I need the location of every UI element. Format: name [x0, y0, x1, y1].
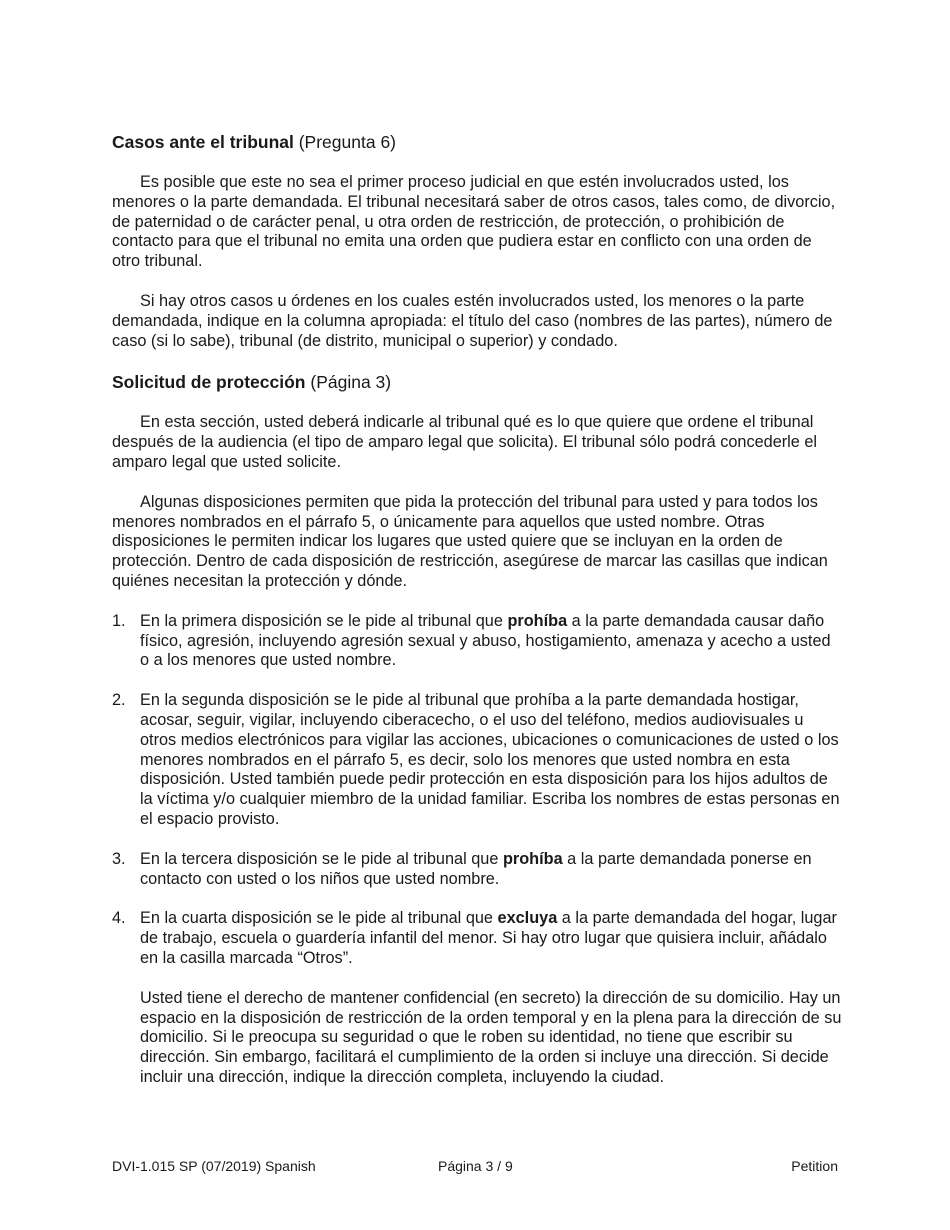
page-number: Página 3 / 9: [438, 1158, 513, 1174]
doc-type: Petition: [791, 1158, 838, 1174]
list-text: En la segunda disposición se le pide al tribunal que prohíba a la parte demandada hostigar, acosar, seguir, vigilar, incluyendo ciberacecho, o el uso del teléfono, medios audiovisuales u otros medios electrónicos para vigilar las acciones, ubicaciones o comunicaciones de usted o los menores nombrados en el párrafo 5, es decir, solo los menores que usted nombra en esta disposición. Usted también puede pedir protección en esta disposición para los hijos adultos de la víctima y/o cualquier miembro de la unidad familiar. Escriba los nombres de estas personas en el espacio provisto.: [140, 691, 840, 828]
section-heading-solicitud: [112, 371, 842, 393]
section-title: Solicitud de protección: [112, 372, 306, 393]
paragraph: Si hay otros casos u órdenes en los cuales estén involucrados usted, los menores o la parte demandada, indique en la columna apropiada: el título del caso (nombres de las partes), número de caso (si lo sabe), tribunal (de distrito, municipal o superior) y condado.: [112, 291, 833, 350]
list-text: En la tercera disposición se le pide al tribunal que: [140, 849, 503, 868]
list-number: 2.: [112, 691, 126, 710]
list-text: a la parte demandada ponerse en contacto con usted o los niños que usted nombre.: [140, 849, 812, 888]
list-number: 4.: [112, 909, 126, 928]
list-emphasis: prohíba: [502, 849, 563, 868]
section-ref: (Pregunta 6): [298, 132, 397, 152]
paragraph: En esta sección, usted deberá indicarle al tribunal qué es lo que quiere que ordene el tribunal después de la audiencia (el tipo de amparo legal que solicita). El tribunal sólo podrá concederle el amparo legal que usted solicite.: [112, 413, 818, 471]
document-body: [112, 131, 842, 1088]
list-emphasis: excluya: [497, 909, 558, 928]
paragraph: Algunas disposiciones permiten que pida la protección del tribunal para usted y para todos los menores nombrados en el párrafo 5, o únicamente para aquellos que usted nombre. Otras disposiciones le permiten indicar los lugares que usted quiere que se incluyan en la orden de protección. Dentro de cada disposición de restricción, asegúrese de marcar las casillas que indican quiénes necesitan la protección y dónde.: [112, 492, 828, 590]
section-heading-casos: [112, 131, 842, 153]
provision-list: [112, 612, 842, 969]
list-text: En la primera disposición se le pide al tribunal que: [140, 611, 508, 630]
address-confidentiality-paragraph: Usted tiene el derecho de mantener confidencial (en secreto) la dirección de su domicilio. Hay un espacio en la disposición de restricción de la orden temporal y en la plena para la dirección de su domicilio. Si le preocupa su seguridad o que le roben su identidad, no tiene que escribir su dirección. Sin embargo, facilitará el cumplimiento de la orden si incluye una dirección. Si decide incluir una dirección, indique la dirección completa, incluyendo la ciudad.: [140, 988, 842, 1086]
list-text: a la parte demandada del hogar, lugar de trabajo, escuela o guardería infantil del menor. Si hay otro lugar que quisiera incluir, añádalo en la casilla marcada “Otros”.: [140, 909, 837, 967]
list-item: [112, 691, 842, 830]
list-item: [112, 612, 842, 671]
list-item: [112, 909, 842, 968]
list-number: 3.: [112, 849, 126, 868]
form-id: DVI-1.015 SP (07/2019) Spanish: [112, 1158, 316, 1174]
list-item: [112, 850, 842, 890]
paragraph: Es posible que este no sea el primer proceso judicial en que estén involucrados usted, los menores o la parte demandada. El tribunal necesitará saber de otros casos, tales como, de divorcio, de paternidad o de carácter penal, u otra orden de restricción, de protección, o prohibición de contacto para que el tribunal no emita una orden que pudiera estar en conflicto con una orden de otro tribunal.: [112, 173, 836, 271]
list-text: a la parte demandada causar daño físico, agresión, incluyendo agresión sexual y abuso, hostigamiento, amenaza y acecho a usted o a los menores que usted nombre.: [140, 611, 831, 670]
page-footer: [112, 1157, 838, 1177]
list-text: En la cuarta disposición se le pide al tribunal que: [140, 909, 498, 928]
section-title: Casos ante el tribunal: [112, 132, 294, 152]
section-ref: (Página 3): [310, 372, 392, 393]
list-emphasis: prohíba: [507, 611, 568, 630]
list-number: 1.: [112, 611, 126, 630]
